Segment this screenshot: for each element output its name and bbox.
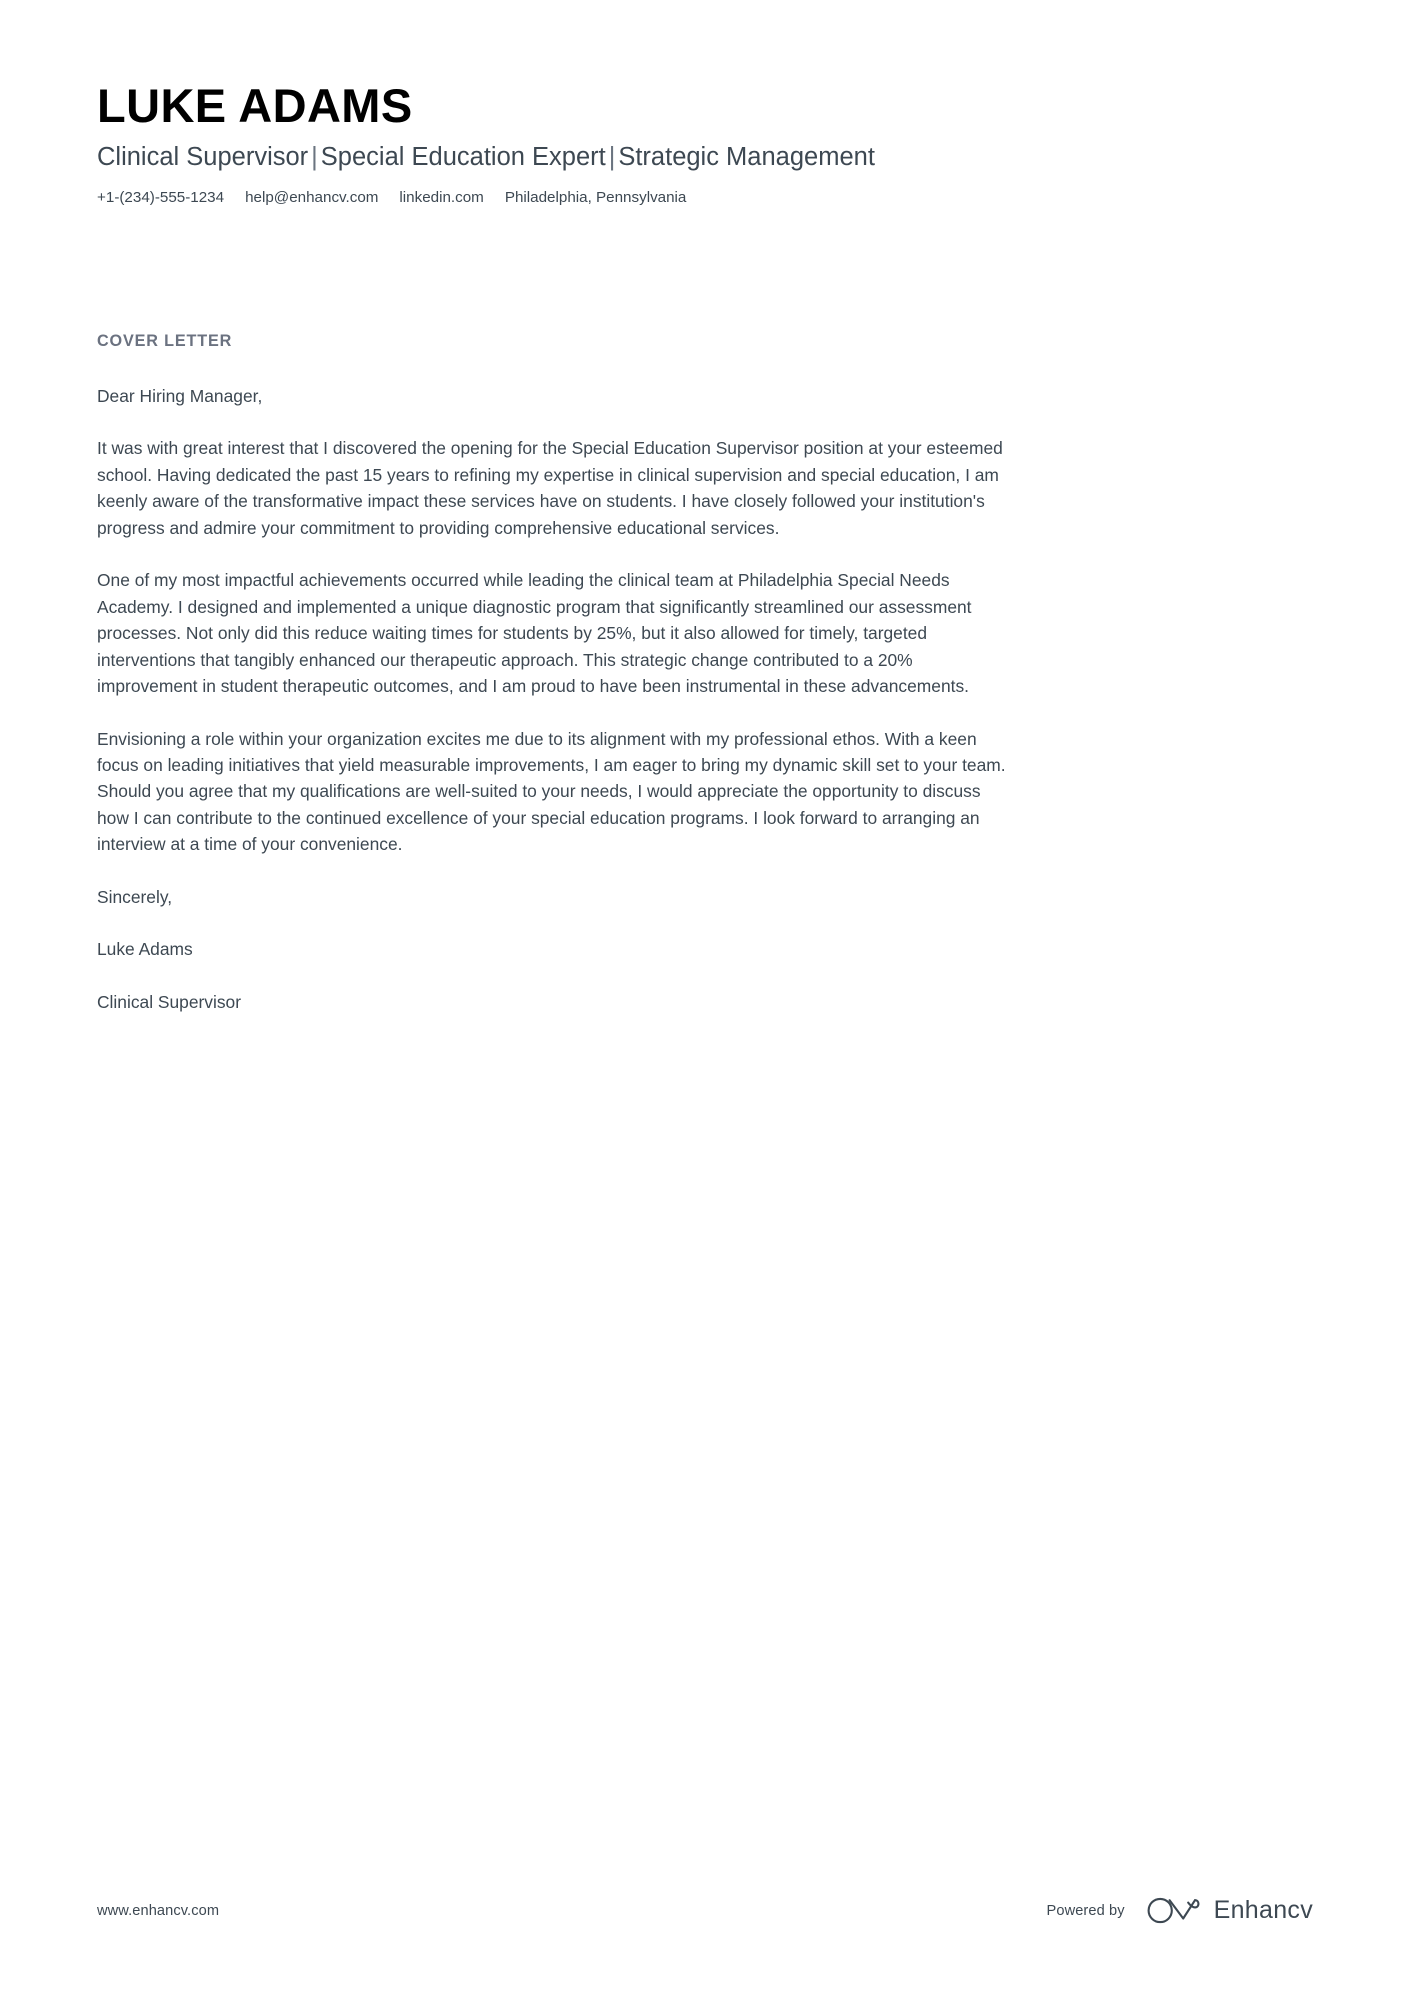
contact-location: Philadelphia, Pennsylvania (504, 188, 687, 206)
enhancv-logo (1147, 1896, 1313, 1925)
enhancv-wordmark: Enhancv (1213, 1896, 1313, 1924)
powered-by-label: Powered by (1046, 1902, 1125, 1919)
professional-headline (97, 141, 1313, 173)
headline-part-1: Clinical Supervisor (97, 142, 309, 171)
contact-phone: +1-(234)-555-1234 (97, 188, 225, 206)
paragraph-1: It was with great interest that I discovered the opening for the Special Education Supervisor position at your esteemed school. Having dedicated the past 15 years to refining my expertise in clinical supervision and special education, I am keenly aware of the transformative impact these services have on students. I have closely followed your institution's progress and admire your commitment to providing comprehensive educational services. (97, 438, 1003, 538)
enhancv-mark-icon (1147, 1897, 1201, 1924)
headline-separator: | (608, 142, 616, 171)
salutation: Dear Hiring Manager, (97, 386, 263, 406)
cover-letter-body (97, 332, 1013, 1015)
contact-linkedin[interactable]: linkedin.com (399, 188, 484, 206)
sign-off: Sincerely, (97, 886, 173, 907)
contact-info-row (97, 187, 1313, 208)
document-header (97, 80, 1313, 208)
document-footer (97, 1896, 1313, 1925)
headline-part-2: Special Education Expert (320, 142, 606, 171)
headline-part-3: Strategic Management (618, 142, 875, 171)
headline-separator: | (311, 142, 318, 171)
signature-title: Clinical Supervisor (97, 991, 242, 1012)
paragraph-3: Envisioning a role within your organization excites me due to its alignment with my professional ethos. With a keen focus on leading initiatives that yield measurable improvements, I am eager to bring my dynamic skill set to your team. Should you agree that my qualifications are well-suited to your needs, I would appreciate the opportunity to discuss how I can contribute to the continued excellence of your special education programs. I look forward to arranging an interview at a time of your convenience. (97, 728, 1006, 855)
paragraph-2: One of my most impactful achievements occurred while leading the clinical team at Philadelphia Special Needs Academy. I designed and implemented a unique diagnostic program that significantly streamlined our assessment processes. Not only did this reduce waiting times for students by 25%, but it also allowed for timely, targeted interventions that tangibly enhanced our therapeutic approach. This strategic change contributed to a 20% improvement in student therapeutic outcomes, and I am proud to have been instrumental in these advancements. (97, 570, 972, 697)
footer-website-url[interactable]: www.enhancv.com (97, 1902, 220, 1919)
contact-email[interactable]: help@enhancv.com (245, 188, 379, 206)
signature-name: Luke Adams (97, 939, 193, 960)
page-title: LUKE ADAMS (97, 79, 413, 132)
section-heading-cover-letter: COVER LETTER (97, 332, 233, 350)
footer-branding (1047, 1896, 1313, 1925)
